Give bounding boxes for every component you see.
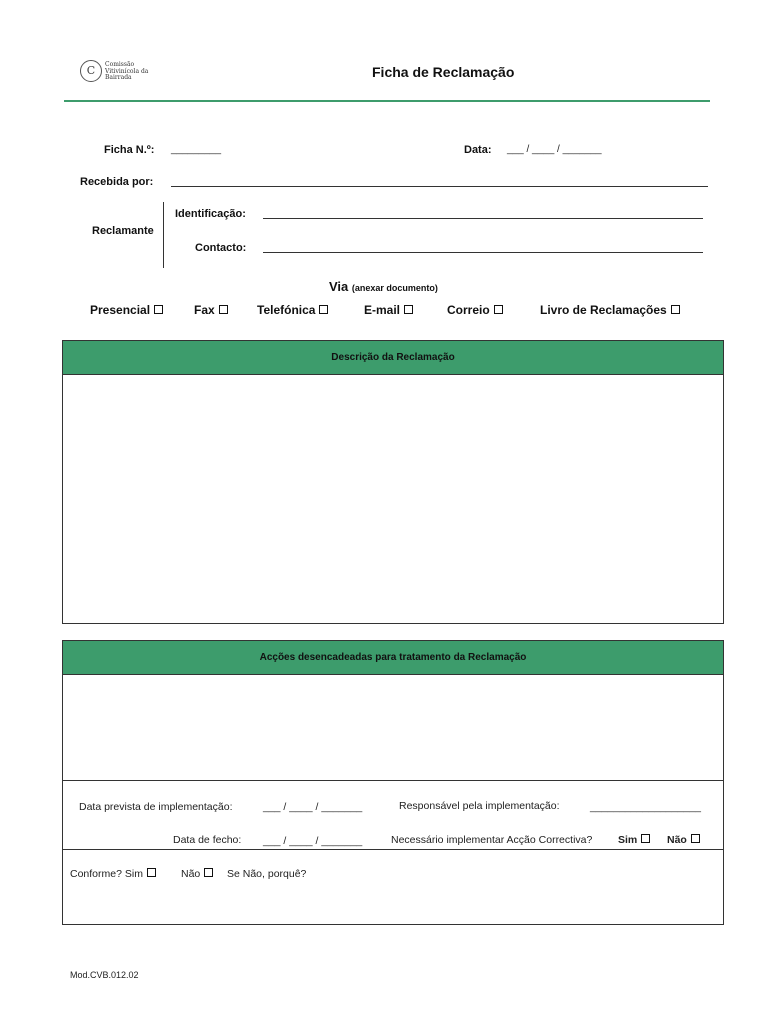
form-title: Ficha de Reclamação — [372, 64, 515, 80]
closing-date-field[interactable]: ___ / ____ / _______ — [263, 835, 363, 847]
description-header: Descrição da Reclamação — [63, 341, 723, 375]
logo-text: Comissão Vitivinícola da Bairrada — [105, 61, 149, 81]
row-divider — [63, 780, 723, 781]
via-option-telefonica[interactable] — [257, 303, 328, 317]
via-option-label: Presencial — [90, 303, 151, 317]
contact-field[interactable] — [263, 252, 703, 253]
date-field[interactable]: ___ / ____ / _______ — [507, 144, 602, 155]
claimant-label: Reclamante — [92, 225, 154, 237]
checkbox[interactable] — [204, 868, 213, 877]
no-label: Não — [181, 868, 201, 880]
via-option-label: Livro de Reclamações — [540, 303, 667, 317]
ficha-number-field[interactable]: _________ — [171, 144, 222, 155]
corrective-action-no[interactable] — [667, 834, 700, 846]
via-option-presencial[interactable] — [90, 303, 163, 317]
via-option-email[interactable] — [364, 303, 413, 317]
via-option-label: Telefónica — [257, 303, 316, 317]
responsible-label: Responsável pela implementação: — [399, 800, 560, 812]
ficha-number-label: Ficha N.º: — [104, 144, 155, 156]
claimant-bracket — [163, 202, 164, 268]
form-code: Mod.CVB.012.02 — [70, 970, 139, 980]
actions-section — [62, 640, 724, 925]
via-option-label: E-mail — [364, 303, 401, 317]
checkbox[interactable] — [154, 305, 163, 314]
checkbox[interactable] — [691, 834, 700, 843]
actions-header: Acções desencadeadas para tratamento da Reclamação — [63, 641, 723, 675]
actions-text-area[interactable] — [63, 675, 723, 780]
row-divider — [63, 849, 723, 850]
checkbox[interactable] — [641, 834, 650, 843]
responsible-field[interactable]: ___________________ — [590, 801, 701, 813]
via-option-correio[interactable] — [447, 303, 503, 317]
via-option-fax[interactable] — [194, 303, 228, 317]
planned-date-field[interactable]: ___ / ____ / _______ — [263, 801, 363, 813]
via-heading — [329, 279, 438, 294]
date-label: Data: — [464, 144, 492, 156]
if-not-why-label: Se Não, porquê? — [227, 868, 307, 880]
organization-logo — [78, 58, 158, 88]
conforme-yes[interactable] — [70, 868, 156, 880]
received-by-field[interactable] — [171, 186, 708, 187]
planned-date-label: Data prevista de implementação: — [79, 801, 233, 813]
logo-emblem-icon: C — [80, 60, 102, 82]
no-label: Não — [667, 834, 687, 846]
corrective-action-label: Necessário implementar Acção Correctiva? — [391, 834, 593, 846]
identification-label: Identificação: — [175, 208, 246, 220]
conforme-no[interactable] — [181, 868, 213, 880]
via-title: Via — [329, 279, 349, 294]
description-section — [62, 340, 724, 624]
yes-label: Sim — [618, 834, 638, 846]
corrective-action-yes[interactable] — [618, 834, 650, 846]
identification-field[interactable] — [263, 218, 703, 219]
conforme-label: Conforme? Sim — [70, 868, 143, 880]
header-divider — [64, 100, 710, 102]
via-option-label: Fax — [194, 303, 215, 317]
checkbox[interactable] — [494, 305, 503, 314]
received-by-label: Recebida por: — [80, 176, 154, 188]
via-option-label: Correio — [447, 303, 490, 317]
checkbox[interactable] — [147, 868, 156, 877]
contact-label: Contacto: — [195, 242, 247, 254]
description-text-area[interactable] — [63, 375, 723, 623]
checkbox[interactable] — [219, 305, 228, 314]
closing-date-label: Data de fecho: — [173, 834, 242, 846]
via-option-livro-reclamacoes[interactable] — [540, 303, 680, 317]
checkbox[interactable] — [319, 305, 328, 314]
checkbox[interactable] — [404, 305, 413, 314]
via-note: (anexar documento) — [351, 283, 438, 293]
checkbox[interactable] — [671, 305, 680, 314]
